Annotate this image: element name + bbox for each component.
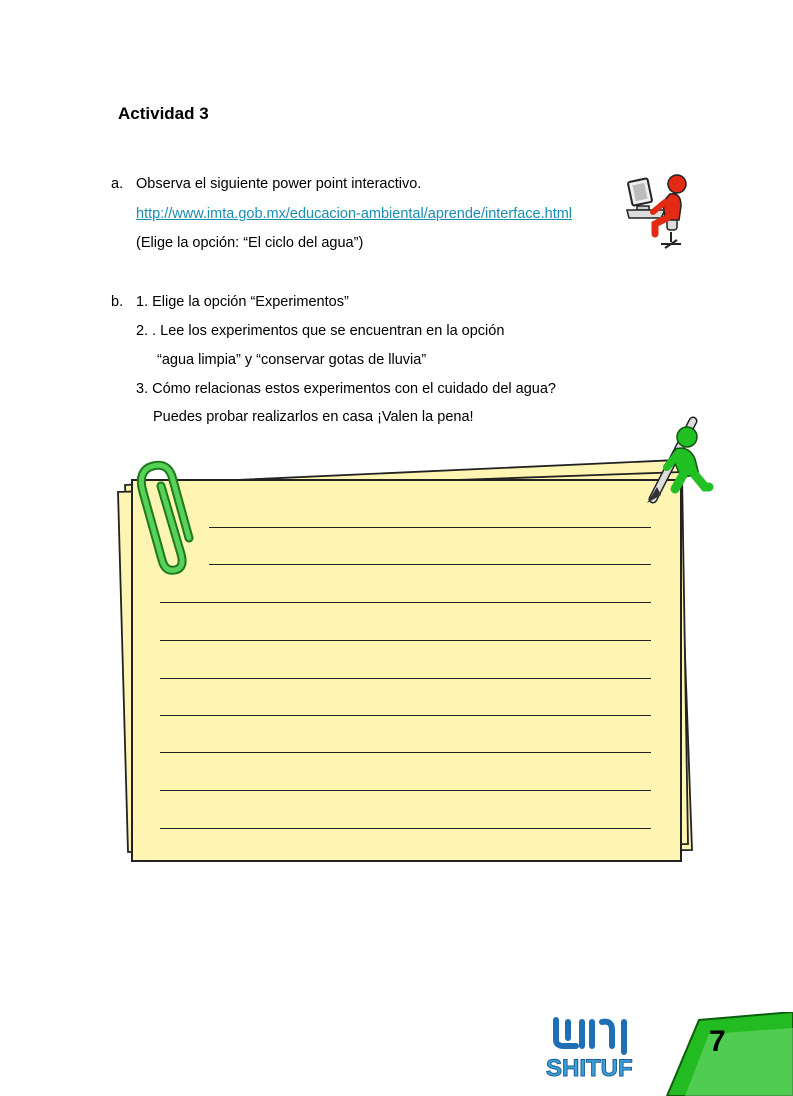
writing-line[interactable] <box>160 602 651 603</box>
item-b-step-2: 2. . Lee los experimentos que se encuentran en la opción <box>136 323 505 339</box>
item-b-step-1: 1. Elige la opción “Experimentos” <box>136 294 349 310</box>
computer-user-icon <box>625 172 691 252</box>
writing-line[interactable] <box>160 752 651 753</box>
item-b-step-2-continued: “agua limpia” y “conservar gotas de lluvia” <box>157 352 427 368</box>
svg-text:SHITUF: SHITUF <box>546 1055 633 1082</box>
writing-line[interactable] <box>160 640 651 641</box>
item-b-step-3-continued: Puedes probar realizarlos en casa ¡Valen la pena! <box>153 409 474 425</box>
writing-line[interactable] <box>160 678 651 679</box>
shituf-logo <box>542 1012 642 1082</box>
writing-person-icon <box>645 415 715 505</box>
item-a-option-hint: (Elige la opción: “El ciclo del agua”) <box>136 235 364 251</box>
page-number: 7 <box>709 1025 726 1058</box>
item-a-marker: a. <box>111 176 124 192</box>
activity-title: Actividad 3 <box>118 104 209 123</box>
writing-line[interactable] <box>160 715 651 716</box>
imta-link[interactable]: http://www.imta.gob.mx/educacion-ambiental/aprende/interface.html <box>136 206 573 222</box>
item-b-step-3: 3. Cómo relacionas estos experimentos con el cuidado del agua? <box>136 381 556 397</box>
writing-line[interactable] <box>160 790 651 791</box>
writing-line[interactable] <box>160 828 651 829</box>
item-b-marker: b. <box>111 294 124 310</box>
writing-line[interactable] <box>209 564 651 565</box>
item-a-instruction: Observa el siguiente power point interactivo. <box>136 176 422 192</box>
writing-line[interactable] <box>209 527 651 528</box>
paperclip-icon <box>135 458 205 576</box>
